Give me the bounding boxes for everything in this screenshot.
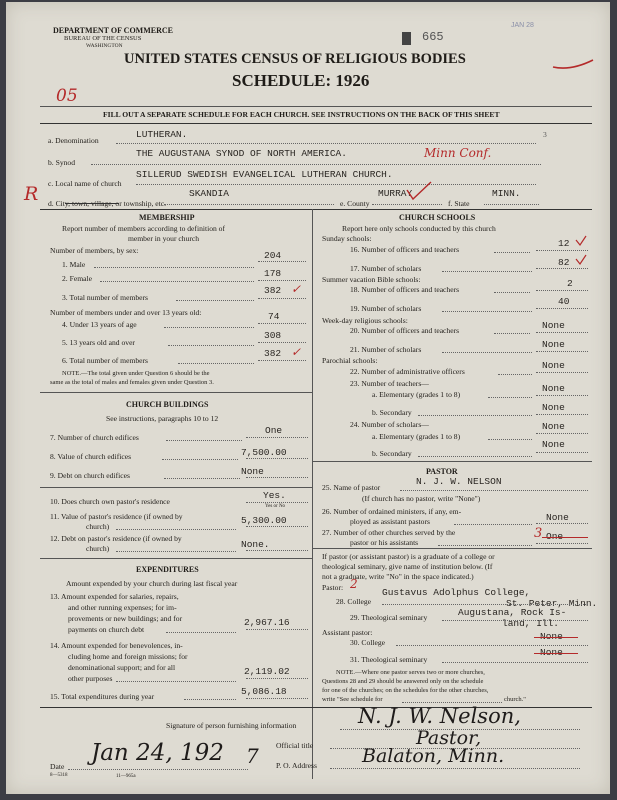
q20-label: 20. Number of officers and teachers xyxy=(350,326,460,335)
q30-label: 30. College xyxy=(350,638,386,647)
q22-value: None xyxy=(542,360,565,371)
buildings-heading: CHURCH BUILDINGS xyxy=(126,400,209,409)
q24b-value: None xyxy=(542,439,565,450)
po-address-label: P. O. Address xyxy=(276,761,317,770)
membership-heading: MEMBERSHIP xyxy=(139,213,195,222)
state-value: MINN. xyxy=(492,188,521,199)
form-title: UNITED STATES CENSUS OF RELIGIOUS BODIES xyxy=(124,51,466,67)
yes-or-no-hint: Yes or No xyxy=(265,504,286,509)
membership-intro: member in your church xyxy=(128,234,200,243)
q23a-value: None xyxy=(542,383,565,394)
local-name-value: SILLERUD SWEDISH EVANGELICAL LUTHERAN CHURCH. xyxy=(136,169,393,180)
red-mark-2: 2 xyxy=(350,577,358,591)
q19-label: 19. Number of scholars xyxy=(350,304,422,313)
total-age-value: 382 xyxy=(264,348,282,359)
schools-intro: Report here only schools conducted by this church xyxy=(342,224,496,233)
county-value: MURRAY xyxy=(378,188,413,199)
q29-value-cont: land, Ill. xyxy=(502,618,560,629)
q13-label-cont: provements or new buildings; and for xyxy=(68,614,183,623)
red-check-icon xyxy=(551,57,596,73)
city-name: WASHINGTON xyxy=(86,43,123,49)
q9-value: None xyxy=(241,466,264,477)
q25-label: 25. Name of pastor xyxy=(322,483,381,492)
department-name: DEPARTMENT OF COMMERCE xyxy=(53,26,174,35)
q26-label-cont: ployed as assistant pastors xyxy=(350,517,430,526)
pastor-note: church." xyxy=(504,696,526,703)
female-label: 2. Female xyxy=(62,274,92,283)
red-mark-3: 3 xyxy=(534,526,543,541)
q16-value: 12 xyxy=(558,238,570,249)
q24-label: 24. Number of scholars— xyxy=(350,420,429,429)
q23b-value: None xyxy=(542,402,565,413)
q14-label-cont: denominational support; and for all xyxy=(68,663,176,672)
under-13-value: 74 xyxy=(268,311,280,322)
q21-value: None xyxy=(542,339,565,350)
q27-value: One xyxy=(546,531,564,542)
red-mark-05: 05 xyxy=(56,86,78,106)
red-check-icon xyxy=(404,180,434,202)
q11-label: 11. Value of pastor's residence (if owned by xyxy=(50,512,183,521)
q13-label: 13. Amount expended for salaries, repairs, xyxy=(50,592,179,601)
weekday-schools-label: Week-day religious schools: xyxy=(322,316,408,325)
form-mark-icon xyxy=(402,32,411,45)
membership-note: NOTE.—The total given under Question 6 should be the xyxy=(62,370,210,377)
q23-label: 23. Number of teachers— xyxy=(350,379,429,388)
print-code-2: 11—965a xyxy=(116,774,136,779)
q14-label-cont: cluding home and foreign missions; for xyxy=(68,652,188,661)
q8-label: 8. Value of church edifices xyxy=(50,452,132,461)
q14-value: 2,119.02 xyxy=(244,666,290,677)
received-stamp: JAN 28 xyxy=(511,22,534,29)
signature-value: N. J. W. Nelson, xyxy=(358,704,521,728)
schools-heading: CHURCH SCHOOLS xyxy=(399,213,476,222)
q28-value: Gustavus Adolphus College, xyxy=(382,587,531,598)
print-code: 8—5318 xyxy=(50,773,68,778)
q27-label-cont: pastor or his assistants xyxy=(350,538,419,547)
male-label: 1. Male xyxy=(62,260,86,269)
city-label: d. City, town, village, or township, etc. xyxy=(48,199,167,208)
date-year-digit: 7 xyxy=(246,744,259,768)
pastor-note: write "See schedule for xyxy=(322,696,383,703)
q15-value: 5,086.18 xyxy=(241,686,287,697)
q19-value: 40 xyxy=(558,296,570,307)
q28-value-cont: St. Peter, Minn. xyxy=(506,598,598,609)
q29-value: Augustana, Rock Is- xyxy=(458,607,567,618)
q11-label-cont: church) xyxy=(86,522,110,531)
q27-label: 27. Number of other churches served by the xyxy=(322,528,456,537)
q12-label-cont: church) xyxy=(86,544,110,553)
q18-label: 18. Number of officers and teachers xyxy=(350,285,460,294)
total-members-value: 382 xyxy=(264,285,282,296)
q13-label-cont: payments on church debt xyxy=(68,625,145,634)
q23a-label: a. Elementary (grades 1 to 8) xyxy=(372,390,461,399)
expenditures-intro: Amount expended by your church during last fiscal year xyxy=(66,579,238,588)
q10-label: 10. Does church own pastor's residence xyxy=(50,497,170,506)
q12-label: 12. Debt on pastor's residence (if owned by xyxy=(50,534,182,543)
synod-handwritten-note: Minn Conf. xyxy=(424,146,492,160)
q14-label: 14. Amount expended for benevolences, in- xyxy=(50,641,183,650)
membership-note: same as the total of males and females given under Question 3. xyxy=(50,379,214,386)
pastor-subheading: Pastor: xyxy=(322,583,344,592)
q8-value: 7,500.00 xyxy=(241,447,287,458)
denomination-label: a. Denomination xyxy=(48,136,99,145)
q31-label: 31. Theological seminary xyxy=(350,655,428,664)
q16-label: 16. Number of officers and teachers xyxy=(350,245,460,254)
synod-value: THE AUGUSTANA SYNOD OF NORTH AMERICA. xyxy=(136,148,347,159)
q13-value: 2,967.16 xyxy=(244,617,290,628)
date-label: Date xyxy=(50,762,65,771)
membership-intro: Report number of members according to definition of xyxy=(62,224,226,233)
q22-label: 22. Number of administrative officers xyxy=(350,367,465,376)
red-check-icon xyxy=(574,234,588,248)
over-13-value: 308 xyxy=(264,330,282,341)
parochial-schools-label: Parochial schools: xyxy=(322,356,378,365)
official-title-label: Official title xyxy=(276,741,314,750)
q18-value: 2 xyxy=(567,278,573,289)
total-members-label: 3. Total number of members xyxy=(62,293,149,302)
graduate-note: not a graduate, write "No" in the space indicated.) xyxy=(322,572,474,581)
schedule-title: SCHEDULE: 1926 xyxy=(232,71,370,90)
q29-label: 29. Theological seminary xyxy=(350,613,428,622)
q17-value: 82 xyxy=(558,257,570,268)
male-value: 204 xyxy=(264,250,282,261)
q10-value: Yes. xyxy=(263,490,286,501)
members-by-sex-label: Number of members, by sex: xyxy=(50,246,139,255)
under-13-label: 4. Under 13 years of age xyxy=(62,320,137,329)
official-title-value: Pastor, xyxy=(416,727,482,749)
q24b-label: b. Secondary xyxy=(372,449,412,458)
q26-label: 26. Number of ordained ministers, if any, em- xyxy=(322,507,462,516)
red-check-icon: ✓ xyxy=(291,345,302,359)
graduate-note: theological seminary, give name of institution below. (If xyxy=(322,562,493,571)
q24a-value: None xyxy=(542,421,565,432)
q25-hint: (If church has no pastor, write "None") xyxy=(362,494,481,503)
red-check-icon xyxy=(574,253,588,267)
vacation-schools-label: Summer vacation Bible schools: xyxy=(322,275,421,284)
q12-value: None. xyxy=(241,539,270,550)
q26-value: None xyxy=(546,512,569,523)
q20-value: None xyxy=(542,320,565,331)
pastor-note: for one of the churches; on the schedules for the other churches, xyxy=(322,687,489,694)
buildings-intro: See instructions, paragraphs 10 to 12 xyxy=(106,414,219,423)
pastor-note: NOTE.—Where one pastor serves two or more churches, xyxy=(336,669,485,676)
q13-label-cont: and other running expenses; for im- xyxy=(68,603,177,612)
q15-label: 15. Total expenditures during year xyxy=(50,692,155,701)
denomination-value: LUTHERAN. xyxy=(136,129,188,140)
q9-label: 9. Debt on church edifices xyxy=(50,471,130,480)
female-value: 178 xyxy=(264,268,282,279)
pastor-note: Questions 28 and 29 should be answered only on the schedule xyxy=(322,678,484,685)
census-form xyxy=(6,2,610,794)
q11-value: 5,300.00 xyxy=(241,515,287,526)
date-value: Jan 24, 192 xyxy=(91,740,224,766)
synod-label: b. Synod xyxy=(48,158,76,167)
q24a-label: a. Elementary (grades 1 to 8) xyxy=(372,432,461,441)
q31-value: None xyxy=(540,647,563,658)
graduate-note: If pastor (or assistant pastor) is a graduate of a college or xyxy=(322,552,495,561)
state-label: f. State xyxy=(448,199,470,208)
q7-value: One xyxy=(265,425,283,436)
q14-label-cont: other purposes xyxy=(68,674,113,683)
total-age-label: 6. Total number of members xyxy=(62,356,149,365)
signature-label: Signature of person furnishing information xyxy=(166,721,297,730)
over-13-label: 5. 13 years old and over xyxy=(62,338,135,347)
q23b-label: b. Secondary xyxy=(372,408,412,417)
assistant-subheading: Assistant pastor: xyxy=(322,628,373,637)
expenditures-heading: EXPENDITURES xyxy=(136,565,199,574)
q25-value: N. J. W. NELSON xyxy=(416,476,502,487)
po-address-value: Balaton, Minn. xyxy=(362,745,505,767)
mark-3: 3 xyxy=(543,130,547,139)
bureau-name: BUREAU OF THE CENSUS xyxy=(64,35,142,42)
q21-label: 21. Number of scholars xyxy=(350,345,422,354)
sunday-schools-label: Sunday schools: xyxy=(322,234,372,243)
q30-value: None xyxy=(540,631,563,642)
local-name-label: c. Local name of church xyxy=(48,179,122,188)
age-intro-label: Number of members under and over 13 years old: xyxy=(50,308,202,317)
red-mark-r: R xyxy=(24,183,39,205)
q17-label: 17. Number of scholars xyxy=(350,264,422,273)
instruction-line: FILL OUT A SEPARATE SCHEDULE FOR EACH CHURCH. SEE INSTRUCTIONS ON THE BACK OF THIS SHEET xyxy=(103,110,500,119)
pastor-heading: PASTOR xyxy=(426,467,458,476)
county-label: e. County xyxy=(340,199,370,208)
form-number: 665 xyxy=(422,30,444,44)
city-value: SKANDIA xyxy=(189,188,229,199)
q28-label: 28. College xyxy=(336,597,372,606)
red-check-icon: ✓ xyxy=(291,282,302,296)
q7-label: 7. Number of church edifices xyxy=(50,433,139,442)
